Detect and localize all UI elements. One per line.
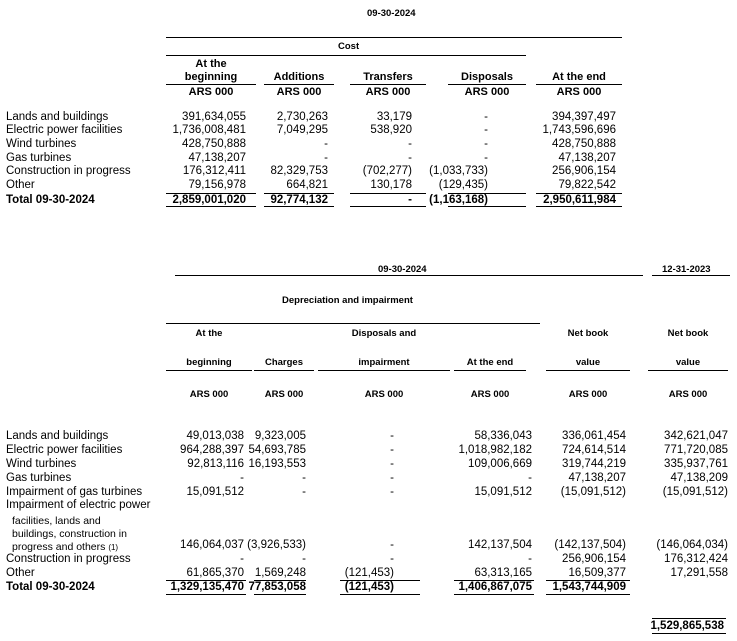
cell-value: 9,323,005 xyxy=(254,430,306,442)
cell-value: 1,743,596,696 xyxy=(542,124,616,136)
cell-value: 146,064,037 xyxy=(180,539,244,551)
cell-value: 428,750,888 xyxy=(182,138,246,150)
cell-value: 47,138,207 xyxy=(188,152,246,164)
cost-date: 09-30-2024 xyxy=(367,8,416,19)
dep-total-underline xyxy=(166,594,246,595)
cell-value: 964,288,397 xyxy=(180,444,244,456)
cell-value: (15,091,512) xyxy=(560,486,626,498)
total-value: 1,329,135,470 xyxy=(170,581,244,593)
dep-impairment-label-line3: buildings, construction in xyxy=(12,528,127,540)
dep-impairment-footnote: (1) xyxy=(108,543,119,552)
cell-value: (15,091,512) xyxy=(662,486,728,498)
dep-unit: ARS 000 xyxy=(189,389,229,400)
cost-col-disposals: Disposals xyxy=(461,71,513,83)
cell-value: 54,693,785 xyxy=(248,444,306,456)
dep-unit: ARS 000 xyxy=(568,389,608,400)
dep-prior-date: 12-31-2023 xyxy=(662,264,711,275)
cost-col-additions: Additions xyxy=(273,71,325,83)
cost-unit: ARS 000 xyxy=(188,86,234,98)
dep-prior-total: 1,529,865,538 xyxy=(650,620,724,632)
cell-value: 79,822,542 xyxy=(558,179,616,191)
cell-value: 176,312,424 xyxy=(664,553,728,565)
row-label: Gas turbines xyxy=(6,152,72,164)
cell-value: - xyxy=(390,553,394,565)
dep-title-rule xyxy=(166,323,540,324)
cell-value: 428,750,888 xyxy=(552,138,616,150)
dep-prior-total-underline xyxy=(652,633,726,634)
cell-value: 1,736,008,481 xyxy=(172,124,246,136)
row-label: Electric power facilities xyxy=(6,444,123,456)
dep-unit: ARS 000 xyxy=(264,389,304,400)
cell-value: 16,509,377 xyxy=(568,567,626,579)
dep-col-charges: Charges xyxy=(264,357,303,368)
dep-unit: ARS 000 xyxy=(668,389,708,400)
cell-value: 47,138,207 xyxy=(568,472,626,484)
cell-value: 394,397,497 xyxy=(552,111,616,123)
dep-col-disposals-line2: impairment xyxy=(358,357,410,368)
cell-value: - xyxy=(408,152,412,164)
dep-total-rule xyxy=(454,580,534,581)
dep-prior-date-rule xyxy=(652,275,730,276)
cell-value: 49,013,038 xyxy=(186,430,244,442)
total-value: 1,406,867,075 xyxy=(458,581,532,593)
cell-value: 15,091,512 xyxy=(474,486,532,498)
cell-value: 335,937,761 xyxy=(664,458,728,470)
dep-total-underline xyxy=(340,594,420,595)
dep-date-rule xyxy=(175,275,643,276)
row-label: Other xyxy=(6,179,35,191)
cell-value: - xyxy=(390,539,394,551)
cell-value: - xyxy=(390,486,394,498)
dep-col-rule xyxy=(648,370,728,371)
cell-value: 82,329,753 xyxy=(270,165,328,177)
total-label: Total 09-30-2024 xyxy=(6,581,95,593)
dep-unit: ARS 000 xyxy=(364,389,404,400)
dep-date: 09-30-2024 xyxy=(378,264,427,275)
cost-unit: ARS 000 xyxy=(464,86,510,98)
dep-total-underline xyxy=(254,594,306,595)
dep-total-rule xyxy=(254,580,306,581)
cell-value: (129,435) xyxy=(438,179,488,191)
cell-value: (142,137,504) xyxy=(554,539,626,551)
dep-title: Depreciation and impairment xyxy=(282,295,413,306)
cell-value: 79,156,978 xyxy=(188,179,246,191)
total-value: (121,453) xyxy=(344,581,394,593)
cell-value: - xyxy=(390,430,394,442)
dep-col-beginning-line1: At the xyxy=(195,328,223,339)
cell-value: - xyxy=(390,444,394,456)
dep-total-rule xyxy=(340,580,420,581)
cost-title: Cost xyxy=(338,41,360,52)
cell-value: - xyxy=(240,472,244,484)
cell-value: - xyxy=(408,138,412,150)
cell-value: - xyxy=(324,152,328,164)
dep-total-underline xyxy=(454,594,534,595)
cell-value: 771,720,085 xyxy=(664,444,728,456)
cell-value: 256,906,154 xyxy=(562,553,626,565)
dep-col-rule xyxy=(318,370,450,371)
cell-value: 17,291,558 xyxy=(670,567,728,579)
total-value: 1,543,744,909 xyxy=(552,581,626,593)
cell-value: 2,730,263 xyxy=(276,111,328,123)
dep-col-rule xyxy=(454,370,526,371)
cell-value: - xyxy=(390,472,394,484)
dep-col-rule xyxy=(166,370,252,371)
cell-value: 47,138,209 xyxy=(670,472,728,484)
cost-col-beginning-line2: beginning xyxy=(184,71,238,83)
cell-value: (121,453) xyxy=(344,567,394,579)
total-label: Total 09-30-2024 xyxy=(6,194,95,206)
cell-value: 109,006,669 xyxy=(468,458,532,470)
cost-col-beginning-line1: At the xyxy=(195,58,227,70)
cost-unit: ARS 000 xyxy=(365,86,411,98)
dep-total-rule xyxy=(166,580,246,581)
cell-value: (1,033,733) xyxy=(429,165,488,177)
cell-value: 58,336,043 xyxy=(474,430,532,442)
cost-col-at-end: At the end xyxy=(552,71,606,83)
row-label: Electric power facilities xyxy=(6,124,123,136)
cell-value: 391,634,055 xyxy=(182,111,246,123)
cell-value: (146,064,034) xyxy=(656,539,728,551)
dep-col-rule xyxy=(546,370,630,371)
cell-value: 92,813,116 xyxy=(187,458,244,470)
cell-value: 1,569,248 xyxy=(254,567,306,579)
cell-value: 664,821 xyxy=(286,179,328,191)
dep-col-nbv-prior-line2: value xyxy=(675,357,701,368)
cost-unit: ARS 000 xyxy=(276,86,322,98)
dep-col-rule xyxy=(254,370,314,371)
row-label: Lands and buildings xyxy=(6,430,109,442)
dep-col-at-end: At the end xyxy=(466,357,514,368)
cell-value: - xyxy=(484,111,488,123)
dep-prior-total-rule xyxy=(652,618,726,619)
cell-value: 63,313,165 xyxy=(474,567,532,579)
dep-col-nbv-line2: value xyxy=(575,357,601,368)
dep-col-disposals-line1: Disposals and xyxy=(351,328,417,339)
cell-value: - xyxy=(302,553,306,565)
cell-value: 15,091,512 xyxy=(186,486,244,498)
dep-total-underline xyxy=(546,594,630,595)
dep-impairment-label-line4 xyxy=(12,541,118,553)
cell-value: 142,137,504 xyxy=(468,539,532,551)
cell-value: 16,193,553 xyxy=(248,458,306,470)
cell-value: 61,865,370 xyxy=(186,567,244,579)
row-label: Gas turbines xyxy=(6,472,72,484)
cell-value: 130,178 xyxy=(370,179,412,191)
row-label: Impairment of gas turbines xyxy=(6,486,143,498)
cell-value: 724,614,514 xyxy=(562,444,626,456)
row-label: Wind turbines xyxy=(6,138,77,150)
dep-col-beginning-line2: beginning xyxy=(186,357,232,368)
dep-col-nbv-prior-line1: Net book xyxy=(667,328,709,339)
cell-value: 7,049,295 xyxy=(276,124,328,136)
cell-value: - xyxy=(484,138,488,150)
total-value: 2,859,001,020 xyxy=(172,194,246,206)
cell-value: 33,179 xyxy=(376,111,412,123)
cell-value: 256,906,154 xyxy=(552,165,616,177)
total-value: (1,163,168) xyxy=(429,194,488,206)
cell-value: - xyxy=(240,553,244,565)
cell-value: (3,926,533) xyxy=(247,539,306,551)
cell-value: 538,920 xyxy=(370,124,412,136)
cell-value: 319,744,219 xyxy=(562,458,626,470)
total-value: 92,774,132 xyxy=(270,194,328,206)
cell-value: - xyxy=(302,472,306,484)
dep-total-rule xyxy=(546,580,630,581)
row-label: Wind turbines xyxy=(6,458,77,470)
dep-col-nbv-line1: Net book xyxy=(567,328,609,339)
row-label: Other xyxy=(6,567,35,579)
cell-value: 342,621,047 xyxy=(664,430,728,442)
cell-value: - xyxy=(324,138,328,150)
cell-value: (702,277) xyxy=(362,165,412,177)
cell-value: - xyxy=(528,553,532,565)
total-value: - xyxy=(408,194,412,206)
cell-value: 1,018,982,182 xyxy=(458,444,532,456)
dep-impairment-label-line2: facilities, lands and xyxy=(12,515,101,527)
dep-impairment-label-line1: Impairment of electric power xyxy=(6,499,151,511)
row-label: Lands and buildings xyxy=(6,111,109,123)
cell-value: 336,061,454 xyxy=(562,430,626,442)
cell-value: - xyxy=(484,152,488,164)
total-value: 2,950,611,984 xyxy=(543,194,616,206)
cell-value: 176,312,411 xyxy=(182,165,246,177)
cost-unit: ARS 000 xyxy=(556,86,602,98)
row-label: Construction in progress xyxy=(6,553,131,565)
cell-value: - xyxy=(302,486,306,498)
cell-value: - xyxy=(390,458,394,470)
cell-value: - xyxy=(528,472,532,484)
cost-col-transfers: Transfers xyxy=(363,71,413,83)
dep-unit: ARS 000 xyxy=(470,389,510,400)
total-value: 77,853,058 xyxy=(248,581,306,593)
row-label: Construction in progress xyxy=(6,165,131,177)
cell-value: - xyxy=(484,124,488,136)
cell-value: 47,138,207 xyxy=(558,152,616,164)
dep-impairment-label-text: progress and others xyxy=(12,541,106,553)
